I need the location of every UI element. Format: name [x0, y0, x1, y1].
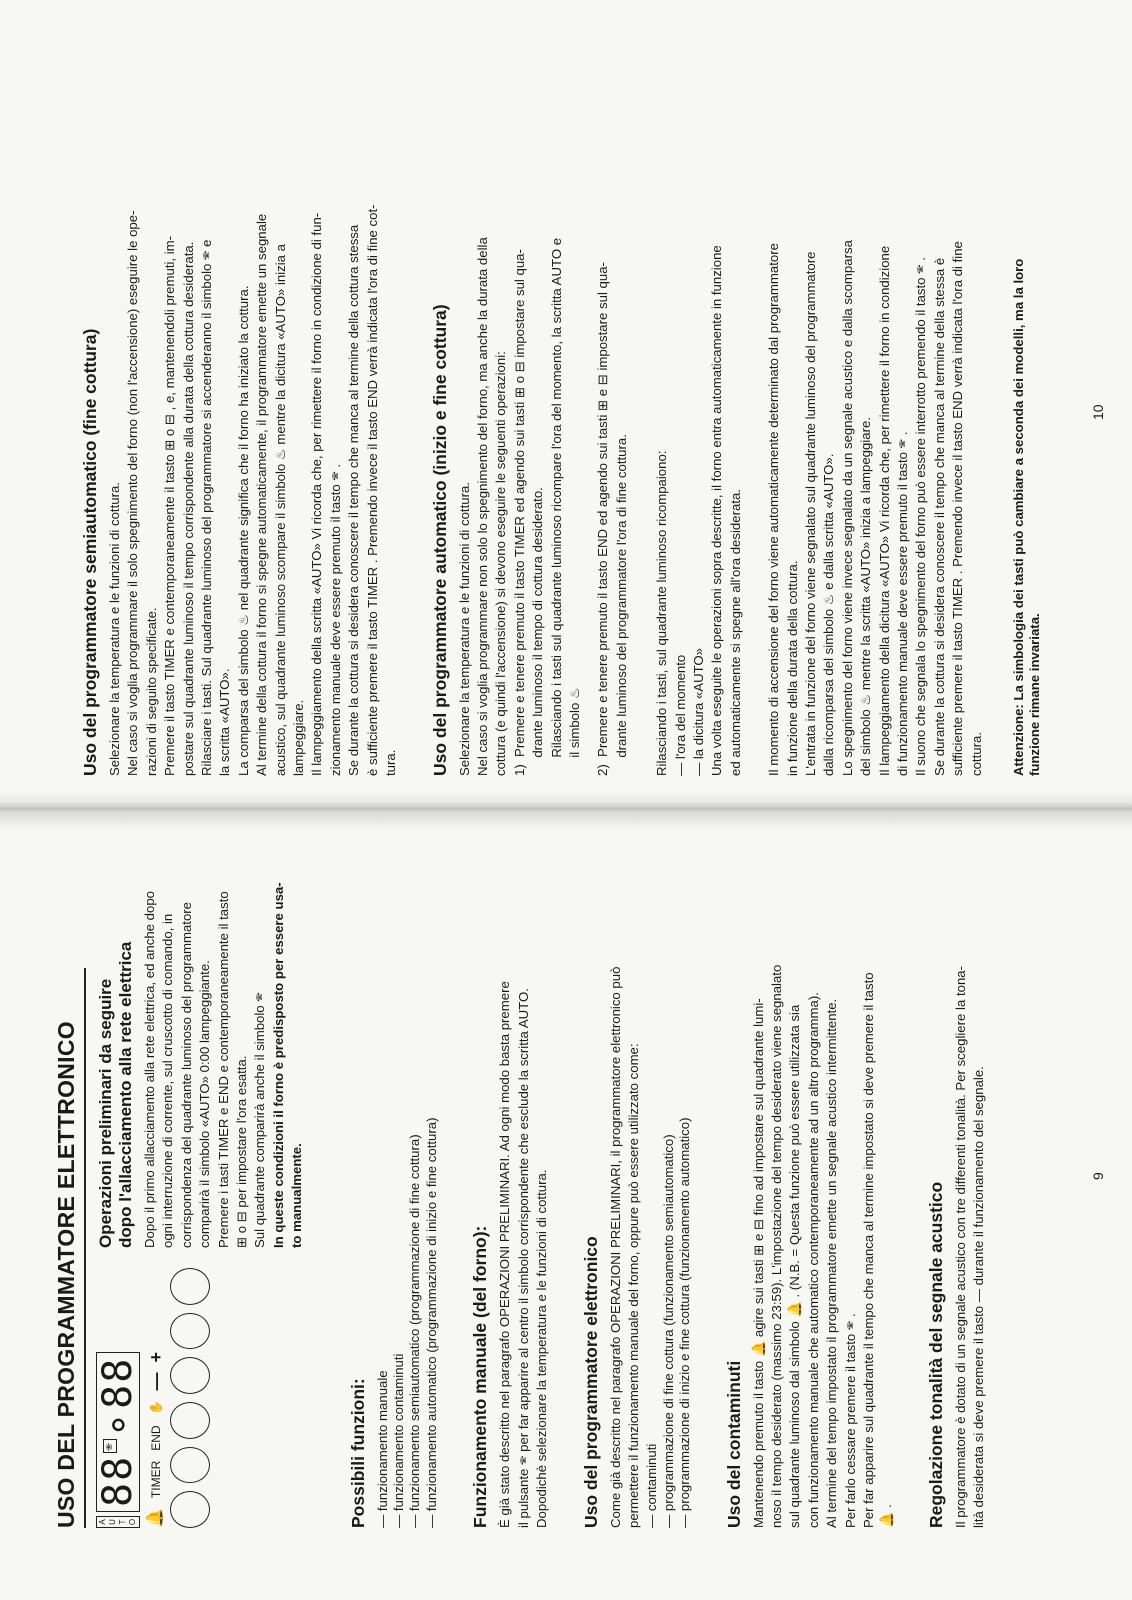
list-item: — funzionamento manuale: [375, 848, 391, 1528]
semi-line: Rilasciare i tasti. Sul quadrante luminoso del programmatore si accenderanno il simbolo 🕾 e: [199, 239, 215, 776]
manual-line: È già stato descritto nel paragrafo OPERAZIONI PRELIMINARI. Ad ogni modo basta premere: [497, 981, 513, 1528]
prelim-line: Dopo il primo allacciamento alla rete elettrica, ed anche dopo: [142, 891, 157, 1248]
digits-hours: 88: [95, 1454, 141, 1507]
auto-line: Selezionare la temperatura e le funzioni di cottura.: [456, 482, 472, 776]
panel-labels: [148, 1268, 164, 1528]
minus-button: [170, 1313, 210, 1350]
page-left: [0, 820, 1132, 1600]
page-title: USO DEL PROGRAMMATORE ELETTRONICO: [52, 968, 86, 1528]
auto-line: Rilasciando i tasti sul quadrante luminoso ricompare l'ora del momento, la scritta AUTO e: [548, 237, 564, 776]
list-item: — programmazione di inizio e fine cottura (funzionamento automatico): [677, 848, 693, 1528]
auto-line: Nel caso si voglia programmare non solo lo spegnimento del forno, ma anche la durata della: [474, 237, 490, 776]
timer-line: sul quadrante luminoso dal simbolo 🔔 . (N.B. = Questa funzione può essere utilizzata sia: [787, 1004, 803, 1528]
prelim-section: [96, 848, 308, 1248]
end-label: END: [149, 1425, 163, 1451]
list-item: — funzionamento semiautomatico (programmazione di fine cottura): [407, 848, 423, 1528]
manual-line: il pulsante 🕾 per far apparire al centro il simbolo corrispondente che esclude la scritta AUTO.: [515, 988, 531, 1528]
prelim-heading-line-1: Operazioni preliminari da seguire: [96, 978, 115, 1248]
prelim-line: ogni interruzione di corrente, sul cruscotto di comando, in: [160, 913, 176, 1248]
semi-line: postare sul quadrante luminoso il tempo corrispondente alla durata della cottura desiderata.: [180, 241, 196, 776]
prelim-line: ⊞ o ⊟ per impostare l'ora esatta.: [234, 1055, 250, 1248]
list-item: — funzionamento contaminuti: [391, 848, 407, 1528]
list-item: — contaminuti: [644, 848, 660, 1528]
bell-icon: 🔔: [147, 1508, 164, 1528]
semi-line: la scritta «AUTO».: [217, 668, 233, 776]
control-panel-figure: [96, 1268, 308, 1528]
auto-line: — l'ora del momento: [672, 654, 688, 776]
semi-line: è sufficiente premere il tasto TIMER . Premendo invece il tasto END verrà indicata l'ora di fine cot-: [364, 204, 380, 776]
auto-line: 1) Premere e tenere premuto il tasto TIMER ed agendo sui tasti ⊞ o ⊟ impostare sul qua-: [511, 249, 527, 776]
auto-letter: U: [108, 1519, 117, 1525]
semi-heading: Uso del programmatore semiautomatico (fine cottura): [80, 328, 100, 776]
prelim-heading-line-2: dopo l'allacciamento alla rete elettrica: [116, 941, 135, 1248]
timer-button: [170, 1447, 210, 1484]
semi-line: lampeggiare.: [291, 699, 307, 776]
timer-line: Per farlo cessare premere il tasto 🕾 .: [842, 1313, 858, 1528]
seven-segment-display: [96, 1352, 140, 1512]
timer-line: Al termine del tempo impostato il programmatore emette un segnale acustico intermittente.: [824, 998, 840, 1528]
auto-line: in funzione della durata della cottura.: [784, 560, 800, 776]
auto-line: sufficiente premere il tasto TIMER . Premendo invece il tasto END verrà indicata l'ora di fine: [950, 241, 966, 776]
auto-line: dalla ricomparsa del simbolo ♨ e dalla scritta «AUTO».: [821, 453, 837, 776]
auto-letter: A: [98, 1519, 107, 1525]
timer-line: noso il tempo desiderato (massimo 23:59). L'impostazione del tempo desiderato viene segnalato: [768, 964, 784, 1528]
prelim-line: In queste condizioni il forno è predisposto per essere usa-: [270, 882, 286, 1248]
semi-line: Selezionare la temperatura e le funzioni di cottura.: [107, 482, 122, 776]
intro-block: [96, 848, 308, 1528]
auto-line: ed automaticamente si spegne all'ora desiderata.: [727, 489, 743, 776]
prelim-line: to manualmente.: [289, 1143, 305, 1248]
semi-line: acustico, sul quadrante luminoso scompare il simbolo ♨ mentre la dicitura «AUTO» inizia a: [272, 244, 288, 776]
auto-line: drante luminoso del programmatore l'ora di fine cottura.: [613, 434, 629, 776]
digits-minutes: 88: [95, 1356, 141, 1409]
warning-line: funzione rimane invariata.: [1027, 613, 1043, 776]
timer-line: Mantenendo premuto il tasto 🔔 agire sui tasti ⊞ e ⊟ fino ad impostare sul quadrante lumi-: [750, 998, 766, 1528]
prelim-line: Premere i tasti TIMER e END e contemporaneamente il tasto: [215, 891, 231, 1248]
tone-line: Il programmatore è dotato di un segnale acustico con tre differenti tonalità. Per scegliere la tona-: [952, 965, 968, 1528]
functions-heading: Possibili funzioni:: [347, 1378, 368, 1528]
auto-letter: O: [128, 1518, 137, 1526]
prelim-line: comparirà il simbolo «AUTO» 0:00 lampeggiante.: [197, 960, 213, 1248]
page-number: 10: [1089, 404, 1106, 420]
manual-symbol-icon: 🕾: [103, 1440, 116, 1451]
auto-line: drante luminoso il tempo di cottura desiderato.: [530, 487, 546, 776]
auto-indicator: [96, 1516, 140, 1528]
semi-line: Premere il tasto TIMER e contemporaneamente il tasto ⊞ o ⊟ , e, mantenendoli premuti, im-: [162, 235, 178, 776]
panel-display: [96, 1268, 140, 1528]
auto-line: Il momento di accensione del forno viene automaticamente determinato dal programmatore: [766, 243, 782, 776]
semi-line: Nel caso si voglia programmare il solo spegnimento del forno (non l'accensione) eseguire le ope-: [125, 210, 141, 776]
semi-line: zionamento manuale deve essere premuto il tasto 🕾 .: [327, 463, 343, 776]
prelim-line: corrispondenza del quadrante luminoso del programmatore: [178, 901, 194, 1248]
semi-line: Al termine della cottura il forno si spegne automaticamente, il programmatore emette un segnale: [254, 213, 270, 776]
end-button: [170, 1402, 210, 1439]
auto-line: L'entrata in funzione del forno viene segnalato sul quadrante luminoso del programmatore: [803, 251, 818, 776]
warning-line: Attenzione: La simbologia dei tasti può cambiare a seconda dei modelli, ma la loro: [1011, 258, 1027, 776]
programmer-heading: Uso del programmatore elettronico: [580, 1236, 601, 1528]
tone-heading: Regolazione tonalità del segnale acustico: [925, 1181, 946, 1528]
colon-icon: ∘: [95, 1410, 141, 1437]
auto-letter: T: [118, 1519, 127, 1525]
bell-button: [170, 1491, 210, 1528]
semi-line: tura.: [383, 749, 399, 776]
auto-heading: Uso del programmatore automatico (inizio e fine cottura): [429, 304, 450, 776]
auto-line: Rilasciando i tasti, sul quadrante luminoso ricompaiono:: [654, 450, 670, 776]
manual-button: [170, 1357, 210, 1394]
programmer-line: Come già descritto nel paragrafo OPERAZIONI PRELIMINARI, il programmatore elettronico può: [607, 966, 623, 1528]
prelim-heading: [96, 848, 136, 1248]
auto-line: Se durante la cottura si desidera conoscere il tempo che manca al termine della stessa è: [931, 257, 947, 776]
semi-line: razioni di seguito specificate.: [143, 607, 159, 776]
semi-line: La comparsa del simbolo ♨ nel quadrante significa che il forno ha iniziato la cottura.: [235, 285, 251, 776]
list-item: — programmazione di fine cottura (funzionamento semiautomatico): [661, 848, 677, 1528]
functions-list: [375, 848, 441, 1528]
auto-line: il simbolo ♨: [566, 687, 582, 776]
auto-line: Una volta eseguite le operazioni sopra descritte, il forno entra automaticamente in funzione: [709, 245, 725, 776]
auto-line: cottura (e quindi l'accensione) si devono eseguire le seguenti operazioni:: [493, 351, 509, 776]
semi-line: Se durante la cottura si desidera conoscere il tempo che manca al termine della cottura stessa: [346, 224, 362, 776]
list-item: — funzionamento automatico (programmazione di inizio e fine cottura): [424, 848, 440, 1528]
auto-line: Lo spegnimento del forno viene invece segnalato da un segnale acustico e dalla scomparsa: [839, 240, 855, 776]
timer-label: TIMER: [149, 1460, 163, 1499]
manual-line: Dopodichè selezionare la temperatura e le funzioni di cottura.: [534, 1169, 550, 1528]
timer-line: con funzionamento manuale che automatico contemporaneamente ad un altro programma).: [805, 992, 821, 1528]
plus-button: [170, 1268, 210, 1305]
tone-line: lità desiderata si deve premere il tasto — durante il funzionamento del segnale.: [971, 1066, 987, 1528]
programmer-list: [644, 848, 693, 1528]
plus-label: +: [146, 1351, 166, 1363]
timer-line: 🔔 .: [879, 1504, 895, 1528]
page-number: 9: [1089, 1172, 1106, 1180]
auto-line: 2) Premere e tenere premuto il tasto END ed agendo sui tasti ⊞ e ⊟ impostare sul qua-: [595, 262, 611, 776]
auto-line: del simbolo ♨ mentre la scritta «AUTO» inizia a lampeggiare.: [858, 416, 874, 776]
timer-heading: Uso del contaminuti: [723, 1360, 744, 1528]
auto-line: — la dicitura «AUTO»: [690, 647, 706, 776]
manual-heading: Funzionamento manuale (del forno):: [470, 1225, 491, 1528]
auto-line: di funzionamento manuale deve essere premuto il tasto 🕾 .: [895, 431, 911, 776]
panel-buttons: [170, 1268, 210, 1528]
timer-line: Per far apparire sul quadrante il tempo che manca al termine impostato si deve premere il tasto: [860, 972, 876, 1528]
auto-line: cottura.: [968, 732, 984, 776]
auto-line: Il lampeggiamento della dicitura «AUTO» Vi ricorda che, per rimettere il forno in condizione: [876, 245, 892, 776]
warning-note: [1011, 60, 1044, 776]
auto-line: Il suono che segnala lo spegnimento del forno può essere interrotto premendo il tasto 🕾 .: [913, 257, 929, 776]
minus-label: —: [146, 1372, 166, 1391]
hand-icon: ✋: [149, 1400, 163, 1416]
programmer-line: permettere il funzionamento manuale del forno, oppure può essere utilizzato come:: [625, 1043, 641, 1528]
prelim-line: Sul quadrante comparirà anche il simbolo 🕾: [252, 992, 268, 1248]
semi-line: Il lampeggiamento della scritta «AUTO» Vi ricorda che, per rimettere il forno in condizione di fun-: [309, 212, 325, 776]
